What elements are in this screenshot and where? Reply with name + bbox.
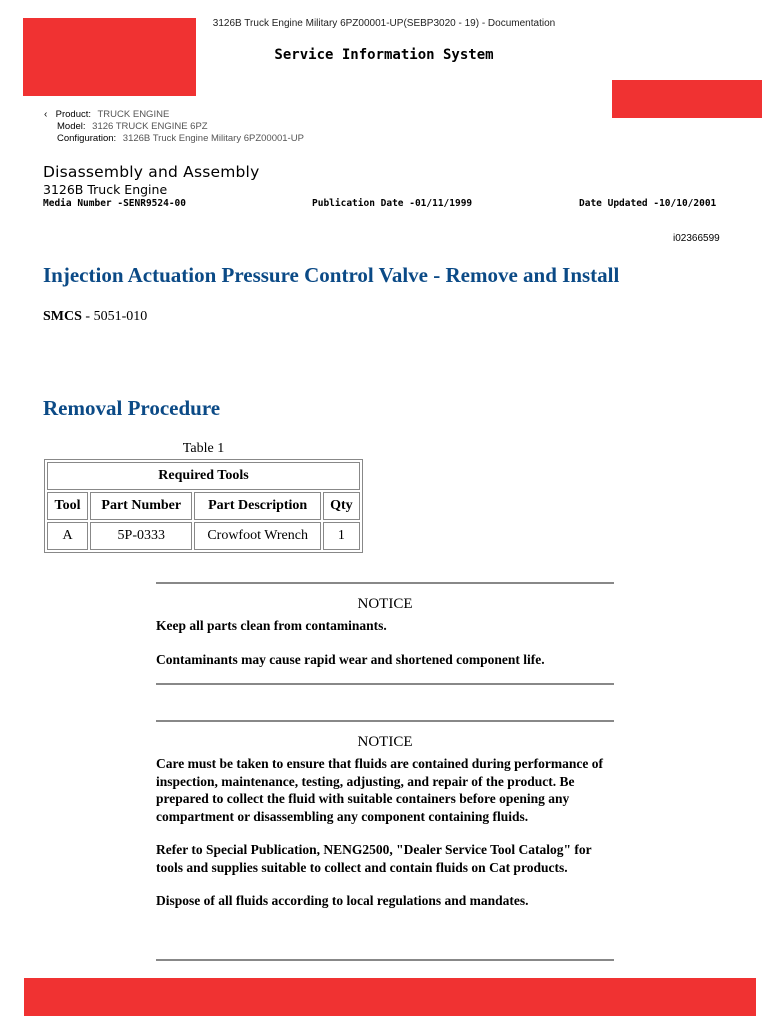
- table-caption: Table 1: [182, 441, 225, 456]
- required-tools-table: [44, 459, 363, 553]
- configuration-label: Configuration:: [57, 133, 117, 144]
- smcs-code: [43, 309, 147, 325]
- product-label: Product:: [55, 109, 92, 120]
- notice-paragraph: Refer to Special Publication, NENG2500, "Dealer Service Tool Catalog" for tools and supplies suitable to collect and contain fluids on Cat products.: [156, 842, 592, 875]
- notice-title: NOTICE: [357, 734, 413, 750]
- media-number: Media Number -SENR9524-00: [43, 198, 186, 209]
- notice-box: [156, 720, 614, 961]
- publication-date: Publication Date -01/11/1999: [312, 198, 473, 209]
- notice-box: [156, 582, 614, 685]
- cell-part-number: 5P-0333: [90, 522, 192, 550]
- model-value[interactable]: 3126 TRUCK ENGINE 6PZ: [92, 121, 208, 132]
- cell-qty: 1: [323, 522, 360, 550]
- notice-paragraph: Care must be taken to ensure that fluids are contained during performance of inspection, maintenance, testing, adjusting, and repair of the product. Be prepared to collect the fluid with suitable containers before opening any compartment or disassembling any component containing fluids.: [156, 756, 603, 824]
- table-row: [47, 522, 360, 550]
- table-header-row: [47, 492, 360, 520]
- notice-paragraph: Keep all parts clean from contaminants.: [156, 618, 387, 633]
- cell-part-description: Crowfoot Wrench: [194, 522, 320, 550]
- document-header-title: 3126B Truck Engine Military 6PZ00001-UP(SEBP3020 - 19) - Documentation: [212, 18, 556, 29]
- notice-paragraph: Contaminants may cause rapid wear and shortened component life.: [156, 651, 545, 667]
- smcs-label: SMCS: [43, 309, 82, 324]
- table-title: Required Tools: [47, 462, 360, 490]
- column-header-tool: Tool: [47, 492, 88, 520]
- smcs-value: - 5051-010: [81, 309, 148, 324]
- redaction-block-right: [612, 80, 762, 118]
- model-label: Model:: [57, 121, 86, 132]
- column-header-part-number: Part Number: [90, 492, 192, 520]
- column-header-part-description: Part Description: [194, 492, 320, 520]
- document-id: i02366599: [673, 233, 720, 244]
- manual-section-title: Disassembly and Assembly: [43, 163, 260, 181]
- chevron-left-icon[interactable]: ‹: [44, 109, 48, 120]
- configuration-value[interactable]: 3126B Truck Engine Military 6PZ00001-UP: [122, 133, 304, 144]
- product-breadcrumb: [44, 109, 304, 145]
- date-updated: Date Updated -10/10/2001: [579, 198, 717, 209]
- notice-paragraph: Dispose of all fluids according to local regulations and mandates.: [156, 893, 529, 908]
- notice-title: NOTICE: [357, 596, 413, 612]
- column-header-qty: Qty: [323, 492, 360, 520]
- removal-procedure-heading: Removal Procedure: [43, 396, 221, 420]
- cell-tool: A: [47, 522, 88, 550]
- redaction-block-footer: [24, 978, 756, 1016]
- service-information-system-title: Service Information System: [274, 47, 494, 63]
- product-value[interactable]: TRUCK ENGINE: [97, 109, 170, 120]
- engine-title: 3126B Truck Engine: [43, 182, 168, 197]
- page-title: Injection Actuation Pressure Control Valve - Remove and Install: [43, 263, 620, 287]
